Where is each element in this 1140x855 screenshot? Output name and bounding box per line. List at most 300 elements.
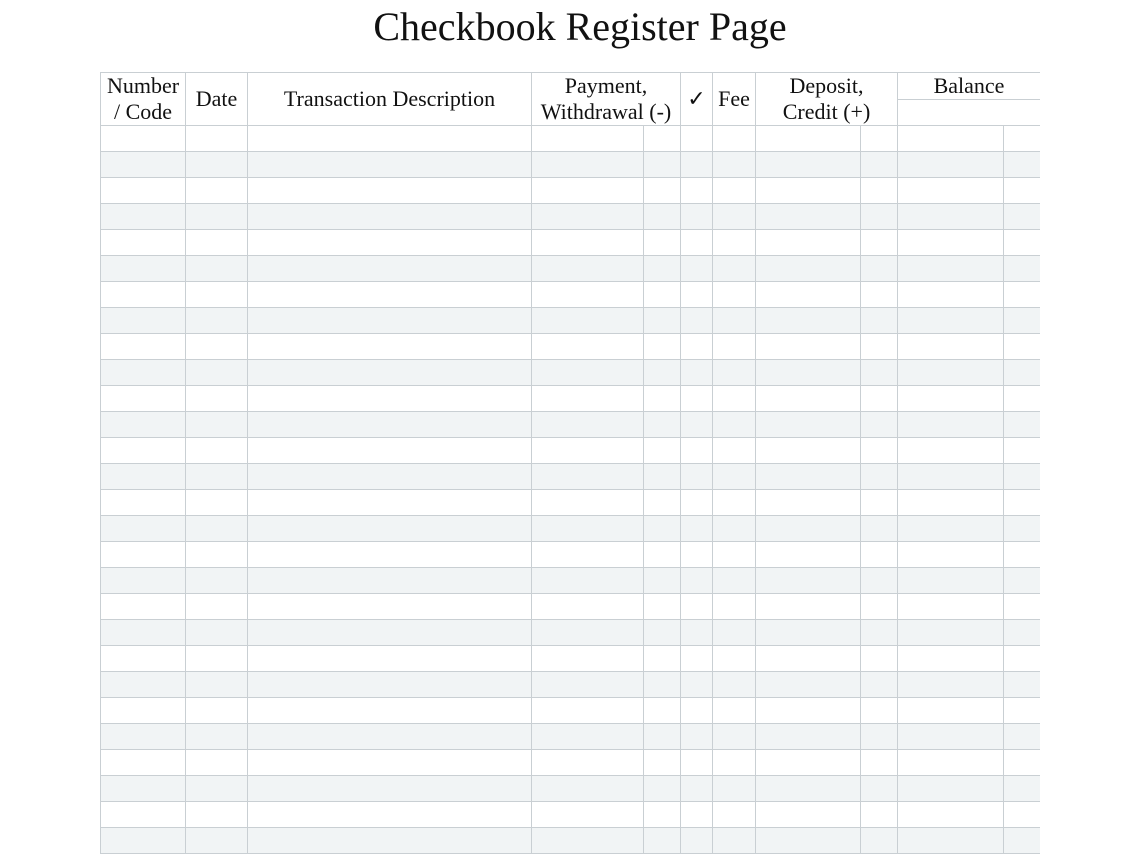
check-cell[interactable] — [681, 568, 713, 594]
fee-cell[interactable] — [713, 828, 756, 854]
payment-dollars-cell[interactable] — [532, 776, 644, 802]
payment-cents-cell[interactable] — [644, 594, 681, 620]
balance-dollars-cell[interactable] — [898, 646, 1004, 672]
balance-cents-cell[interactable] — [1004, 230, 1040, 256]
balance-cents-cell[interactable] — [1004, 412, 1040, 438]
description-cell[interactable] — [248, 568, 532, 594]
balance-dollars-cell[interactable] — [898, 386, 1004, 412]
check-cell[interactable] — [681, 152, 713, 178]
description-cell[interactable] — [248, 464, 532, 490]
date-cell[interactable] — [186, 698, 248, 724]
deposit-dollars-cell[interactable] — [756, 516, 861, 542]
deposit-cents-cell[interactable] — [861, 152, 898, 178]
deposit-cents-cell[interactable] — [861, 776, 898, 802]
fee-cell[interactable] — [713, 620, 756, 646]
payment-cents-cell[interactable] — [644, 360, 681, 386]
balance-cents-cell[interactable] — [1004, 126, 1040, 152]
deposit-cents-cell[interactable] — [861, 594, 898, 620]
check-cell[interactable] — [681, 464, 713, 490]
balance-cents-cell[interactable] — [1004, 334, 1040, 360]
date-cell[interactable] — [186, 360, 248, 386]
payment-cents-cell[interactable] — [644, 282, 681, 308]
balance-dollars-cell[interactable] — [898, 776, 1004, 802]
deposit-cents-cell[interactable] — [861, 386, 898, 412]
check-cell[interactable] — [681, 360, 713, 386]
deposit-cents-cell[interactable] — [861, 178, 898, 204]
balance-dollars-cell[interactable] — [898, 178, 1004, 204]
deposit-cents-cell[interactable] — [861, 802, 898, 828]
check-cell[interactable] — [681, 802, 713, 828]
check-cell[interactable] — [681, 724, 713, 750]
balance-cents-cell[interactable] — [1004, 698, 1040, 724]
date-cell[interactable] — [186, 750, 248, 776]
check-cell[interactable] — [681, 256, 713, 282]
check-cell[interactable] — [681, 776, 713, 802]
description-cell[interactable] — [248, 542, 532, 568]
description-cell[interactable] — [248, 828, 532, 854]
deposit-dollars-cell[interactable] — [756, 438, 861, 464]
payment-dollars-cell[interactable] — [532, 282, 644, 308]
check-cell[interactable] — [681, 594, 713, 620]
deposit-cents-cell[interactable] — [861, 126, 898, 152]
description-cell[interactable] — [248, 204, 532, 230]
number-code-cell[interactable] — [101, 308, 186, 334]
deposit-dollars-cell[interactable] — [756, 282, 861, 308]
payment-dollars-cell[interactable] — [532, 828, 644, 854]
deposit-cents-cell[interactable] — [861, 334, 898, 360]
payment-dollars-cell[interactable] — [532, 594, 644, 620]
deposit-dollars-cell[interactable] — [756, 178, 861, 204]
deposit-dollars-cell[interactable] — [756, 334, 861, 360]
fee-cell[interactable] — [713, 464, 756, 490]
description-cell[interactable] — [248, 698, 532, 724]
deposit-dollars-cell[interactable] — [756, 386, 861, 412]
deposit-cents-cell[interactable] — [861, 438, 898, 464]
deposit-cents-cell[interactable] — [861, 828, 898, 854]
number-code-cell[interactable] — [101, 490, 186, 516]
payment-dollars-cell[interactable] — [532, 386, 644, 412]
balance-dollars-cell[interactable] — [898, 412, 1004, 438]
number-code-cell[interactable] — [101, 594, 186, 620]
deposit-dollars-cell[interactable] — [756, 542, 861, 568]
balance-carry-forward-cell[interactable] — [898, 100, 1040, 126]
deposit-cents-cell[interactable] — [861, 282, 898, 308]
balance-dollars-cell[interactable] — [898, 282, 1004, 308]
balance-cents-cell[interactable] — [1004, 308, 1040, 334]
date-cell[interactable] — [186, 594, 248, 620]
check-cell[interactable] — [681, 516, 713, 542]
payment-cents-cell[interactable] — [644, 152, 681, 178]
fee-cell[interactable] — [713, 438, 756, 464]
date-cell[interactable] — [186, 386, 248, 412]
description-cell[interactable] — [248, 620, 532, 646]
payment-dollars-cell[interactable] — [532, 412, 644, 438]
number-code-cell[interactable] — [101, 568, 186, 594]
payment-cents-cell[interactable] — [644, 516, 681, 542]
date-cell[interactable] — [186, 282, 248, 308]
payment-dollars-cell[interactable] — [532, 308, 644, 334]
deposit-cents-cell[interactable] — [861, 464, 898, 490]
fee-cell[interactable] — [713, 542, 756, 568]
payment-cents-cell[interactable] — [644, 386, 681, 412]
number-code-cell[interactable] — [101, 256, 186, 282]
payment-cents-cell[interactable] — [644, 438, 681, 464]
balance-dollars-cell[interactable] — [898, 464, 1004, 490]
date-cell[interactable] — [186, 334, 248, 360]
payment-dollars-cell[interactable] — [532, 672, 644, 698]
fee-cell[interactable] — [713, 360, 756, 386]
check-cell[interactable] — [681, 542, 713, 568]
deposit-dollars-cell[interactable] — [756, 412, 861, 438]
deposit-cents-cell[interactable] — [861, 750, 898, 776]
fee-cell[interactable] — [713, 776, 756, 802]
payment-dollars-cell[interactable] — [532, 152, 644, 178]
date-cell[interactable] — [186, 646, 248, 672]
balance-cents-cell[interactable] — [1004, 178, 1040, 204]
fee-cell[interactable] — [713, 386, 756, 412]
payment-cents-cell[interactable] — [644, 568, 681, 594]
fee-cell[interactable] — [713, 516, 756, 542]
balance-dollars-cell[interactable] — [898, 152, 1004, 178]
date-cell[interactable] — [186, 230, 248, 256]
balance-cents-cell[interactable] — [1004, 646, 1040, 672]
date-cell[interactable] — [186, 412, 248, 438]
payment-dollars-cell[interactable] — [532, 646, 644, 672]
description-cell[interactable] — [248, 230, 532, 256]
balance-dollars-cell[interactable] — [898, 724, 1004, 750]
check-cell[interactable] — [681, 828, 713, 854]
deposit-dollars-cell[interactable] — [756, 724, 861, 750]
number-code-cell[interactable] — [101, 724, 186, 750]
payment-dollars-cell[interactable] — [532, 464, 644, 490]
balance-dollars-cell[interactable] — [898, 438, 1004, 464]
description-cell[interactable] — [248, 152, 532, 178]
description-cell[interactable] — [248, 490, 532, 516]
description-cell[interactable] — [248, 126, 532, 152]
payment-cents-cell[interactable] — [644, 464, 681, 490]
number-code-cell[interactable] — [101, 464, 186, 490]
number-code-cell[interactable] — [101, 516, 186, 542]
description-cell[interactable] — [248, 776, 532, 802]
balance-dollars-cell[interactable] — [898, 802, 1004, 828]
fee-cell[interactable] — [713, 152, 756, 178]
balance-cents-cell[interactable] — [1004, 464, 1040, 490]
number-code-cell[interactable] — [101, 360, 186, 386]
number-code-cell[interactable] — [101, 620, 186, 646]
number-code-cell[interactable] — [101, 672, 186, 698]
number-code-cell[interactable] — [101, 776, 186, 802]
balance-dollars-cell[interactable] — [898, 308, 1004, 334]
deposit-cents-cell[interactable] — [861, 620, 898, 646]
description-cell[interactable] — [248, 802, 532, 828]
check-cell[interactable] — [681, 646, 713, 672]
payment-dollars-cell[interactable] — [532, 724, 644, 750]
payment-dollars-cell[interactable] — [532, 204, 644, 230]
deposit-dollars-cell[interactable] — [756, 750, 861, 776]
number-code-cell[interactable] — [101, 282, 186, 308]
balance-cents-cell[interactable] — [1004, 256, 1040, 282]
check-cell[interactable] — [681, 490, 713, 516]
fee-cell[interactable] — [713, 594, 756, 620]
balance-cents-cell[interactable] — [1004, 828, 1040, 854]
deposit-cents-cell[interactable] — [861, 230, 898, 256]
payment-cents-cell[interactable] — [644, 308, 681, 334]
date-cell[interactable] — [186, 438, 248, 464]
number-code-cell[interactable] — [101, 334, 186, 360]
deposit-dollars-cell[interactable] — [756, 360, 861, 386]
description-cell[interactable] — [248, 594, 532, 620]
payment-cents-cell[interactable] — [644, 646, 681, 672]
fee-cell[interactable] — [713, 256, 756, 282]
balance-dollars-cell[interactable] — [898, 334, 1004, 360]
payment-dollars-cell[interactable] — [532, 750, 644, 776]
check-cell[interactable] — [681, 126, 713, 152]
description-cell[interactable] — [248, 724, 532, 750]
number-code-cell[interactable] — [101, 152, 186, 178]
balance-dollars-cell[interactable] — [898, 256, 1004, 282]
check-cell[interactable] — [681, 412, 713, 438]
payment-dollars-cell[interactable] — [532, 256, 644, 282]
deposit-cents-cell[interactable] — [861, 516, 898, 542]
deposit-dollars-cell[interactable] — [756, 308, 861, 334]
balance-cents-cell[interactable] — [1004, 360, 1040, 386]
payment-cents-cell[interactable] — [644, 828, 681, 854]
date-cell[interactable] — [186, 776, 248, 802]
fee-cell[interactable] — [713, 282, 756, 308]
payment-cents-cell[interactable] — [644, 490, 681, 516]
date-cell[interactable] — [186, 204, 248, 230]
balance-cents-cell[interactable] — [1004, 516, 1040, 542]
payment-dollars-cell[interactable] — [532, 438, 644, 464]
date-cell[interactable] — [186, 490, 248, 516]
balance-dollars-cell[interactable] — [898, 594, 1004, 620]
balance-cents-cell[interactable] — [1004, 672, 1040, 698]
fee-cell[interactable] — [713, 646, 756, 672]
balance-dollars-cell[interactable] — [898, 230, 1004, 256]
payment-cents-cell[interactable] — [644, 802, 681, 828]
payment-dollars-cell[interactable] — [532, 620, 644, 646]
balance-cents-cell[interactable] — [1004, 724, 1040, 750]
balance-cents-cell[interactable] — [1004, 386, 1040, 412]
deposit-dollars-cell[interactable] — [756, 490, 861, 516]
deposit-dollars-cell[interactable] — [756, 828, 861, 854]
payment-dollars-cell[interactable] — [532, 490, 644, 516]
check-cell[interactable] — [681, 334, 713, 360]
balance-cents-cell[interactable] — [1004, 204, 1040, 230]
balance-dollars-cell[interactable] — [898, 204, 1004, 230]
balance-cents-cell[interactable] — [1004, 776, 1040, 802]
fee-cell[interactable] — [713, 698, 756, 724]
date-cell[interactable] — [186, 542, 248, 568]
number-code-cell[interactable] — [101, 646, 186, 672]
number-code-cell[interactable] — [101, 828, 186, 854]
payment-cents-cell[interactable] — [644, 620, 681, 646]
payment-cents-cell[interactable] — [644, 776, 681, 802]
description-cell[interactable] — [248, 360, 532, 386]
description-cell[interactable] — [248, 516, 532, 542]
check-cell[interactable] — [681, 698, 713, 724]
balance-cents-cell[interactable] — [1004, 490, 1040, 516]
deposit-cents-cell[interactable] — [861, 412, 898, 438]
deposit-dollars-cell[interactable] — [756, 646, 861, 672]
date-cell[interactable] — [186, 724, 248, 750]
fee-cell[interactable] — [713, 204, 756, 230]
check-cell[interactable] — [681, 308, 713, 334]
payment-dollars-cell[interactable] — [532, 568, 644, 594]
payment-cents-cell[interactable] — [644, 204, 681, 230]
number-code-cell[interactable] — [101, 204, 186, 230]
payment-cents-cell[interactable] — [644, 230, 681, 256]
fee-cell[interactable] — [713, 490, 756, 516]
date-cell[interactable] — [186, 828, 248, 854]
fee-cell[interactable] — [713, 334, 756, 360]
fee-cell[interactable] — [713, 412, 756, 438]
payment-cents-cell[interactable] — [644, 334, 681, 360]
deposit-dollars-cell[interactable] — [756, 464, 861, 490]
deposit-cents-cell[interactable] — [861, 646, 898, 672]
deposit-cents-cell[interactable] — [861, 698, 898, 724]
balance-dollars-cell[interactable] — [898, 828, 1004, 854]
balance-cents-cell[interactable] — [1004, 282, 1040, 308]
balance-dollars-cell[interactable] — [898, 750, 1004, 776]
deposit-cents-cell[interactable] — [861, 568, 898, 594]
balance-dollars-cell[interactable] — [898, 698, 1004, 724]
check-cell[interactable] — [681, 620, 713, 646]
date-cell[interactable] — [186, 672, 248, 698]
payment-dollars-cell[interactable] — [532, 698, 644, 724]
balance-dollars-cell[interactable] — [898, 490, 1004, 516]
balance-dollars-cell[interactable] — [898, 568, 1004, 594]
fee-cell[interactable] — [713, 672, 756, 698]
deposit-dollars-cell[interactable] — [756, 594, 861, 620]
payment-cents-cell[interactable] — [644, 178, 681, 204]
payment-cents-cell[interactable] — [644, 750, 681, 776]
fee-cell[interactable] — [713, 178, 756, 204]
description-cell[interactable] — [248, 672, 532, 698]
payment-cents-cell[interactable] — [644, 126, 681, 152]
number-code-cell[interactable] — [101, 802, 186, 828]
deposit-dollars-cell[interactable] — [756, 152, 861, 178]
date-cell[interactable] — [186, 568, 248, 594]
description-cell[interactable] — [248, 282, 532, 308]
payment-cents-cell[interactable] — [644, 256, 681, 282]
description-cell[interactable] — [248, 438, 532, 464]
balance-cents-cell[interactable] — [1004, 620, 1040, 646]
deposit-cents-cell[interactable] — [861, 724, 898, 750]
number-code-cell[interactable] — [101, 438, 186, 464]
date-cell[interactable] — [186, 256, 248, 282]
payment-dollars-cell[interactable] — [532, 230, 644, 256]
fee-cell[interactable] — [713, 126, 756, 152]
deposit-dollars-cell[interactable] — [756, 802, 861, 828]
number-code-cell[interactable] — [101, 178, 186, 204]
payment-dollars-cell[interactable] — [532, 516, 644, 542]
balance-dollars-cell[interactable] — [898, 672, 1004, 698]
check-cell[interactable] — [681, 282, 713, 308]
balance-dollars-cell[interactable] — [898, 360, 1004, 386]
deposit-dollars-cell[interactable] — [756, 126, 861, 152]
description-cell[interactable] — [248, 308, 532, 334]
payment-dollars-cell[interactable] — [532, 334, 644, 360]
balance-cents-cell[interactable] — [1004, 594, 1040, 620]
payment-cents-cell[interactable] — [644, 542, 681, 568]
check-cell[interactable] — [681, 672, 713, 698]
payment-cents-cell[interactable] — [644, 672, 681, 698]
balance-dollars-cell[interactable] — [898, 516, 1004, 542]
date-cell[interactable] — [186, 802, 248, 828]
deposit-cents-cell[interactable] — [861, 542, 898, 568]
check-cell[interactable] — [681, 230, 713, 256]
date-cell[interactable] — [186, 516, 248, 542]
fee-cell[interactable] — [713, 568, 756, 594]
fee-cell[interactable] — [713, 308, 756, 334]
description-cell[interactable] — [248, 646, 532, 672]
deposit-dollars-cell[interactable] — [756, 672, 861, 698]
payment-cents-cell[interactable] — [644, 698, 681, 724]
balance-cents-cell[interactable] — [1004, 568, 1040, 594]
balance-dollars-cell[interactable] — [898, 126, 1004, 152]
check-cell[interactable] — [681, 386, 713, 412]
payment-dollars-cell[interactable] — [532, 802, 644, 828]
deposit-cents-cell[interactable] — [861, 360, 898, 386]
fee-cell[interactable] — [713, 802, 756, 828]
deposit-cents-cell[interactable] — [861, 490, 898, 516]
deposit-dollars-cell[interactable] — [756, 256, 861, 282]
deposit-cents-cell[interactable] — [861, 256, 898, 282]
check-cell[interactable] — [681, 438, 713, 464]
deposit-dollars-cell[interactable] — [756, 568, 861, 594]
fee-cell[interactable] — [713, 724, 756, 750]
deposit-dollars-cell[interactable] — [756, 698, 861, 724]
date-cell[interactable] — [186, 126, 248, 152]
deposit-cents-cell[interactable] — [861, 672, 898, 698]
date-cell[interactable] — [186, 620, 248, 646]
payment-dollars-cell[interactable] — [532, 542, 644, 568]
description-cell[interactable] — [248, 750, 532, 776]
balance-dollars-cell[interactable] — [898, 542, 1004, 568]
date-cell[interactable] — [186, 308, 248, 334]
check-cell[interactable] — [681, 750, 713, 776]
deposit-cents-cell[interactable] — [861, 204, 898, 230]
check-cell[interactable] — [681, 204, 713, 230]
description-cell[interactable] — [248, 334, 532, 360]
description-cell[interactable] — [248, 178, 532, 204]
balance-dollars-cell[interactable] — [898, 620, 1004, 646]
deposit-dollars-cell[interactable] — [756, 776, 861, 802]
description-cell[interactable] — [248, 412, 532, 438]
description-cell[interactable] — [248, 256, 532, 282]
payment-dollars-cell[interactable] — [532, 126, 644, 152]
deposit-dollars-cell[interactable] — [756, 230, 861, 256]
number-code-cell[interactable] — [101, 542, 186, 568]
number-code-cell[interactable] — [101, 750, 186, 776]
payment-cents-cell[interactable] — [644, 724, 681, 750]
number-code-cell[interactable] — [101, 386, 186, 412]
payment-dollars-cell[interactable] — [532, 178, 644, 204]
date-cell[interactable] — [186, 178, 248, 204]
balance-cents-cell[interactable] — [1004, 802, 1040, 828]
deposit-cents-cell[interactable] — [861, 308, 898, 334]
number-code-cell[interactable] — [101, 412, 186, 438]
balance-cents-cell[interactable] — [1004, 438, 1040, 464]
fee-cell[interactable] — [713, 750, 756, 776]
payment-dollars-cell[interactable] — [532, 360, 644, 386]
fee-cell[interactable] — [713, 230, 756, 256]
check-cell[interactable] — [681, 178, 713, 204]
deposit-dollars-cell[interactable] — [756, 204, 861, 230]
date-cell[interactable] — [186, 152, 248, 178]
description-cell[interactable] — [248, 386, 532, 412]
